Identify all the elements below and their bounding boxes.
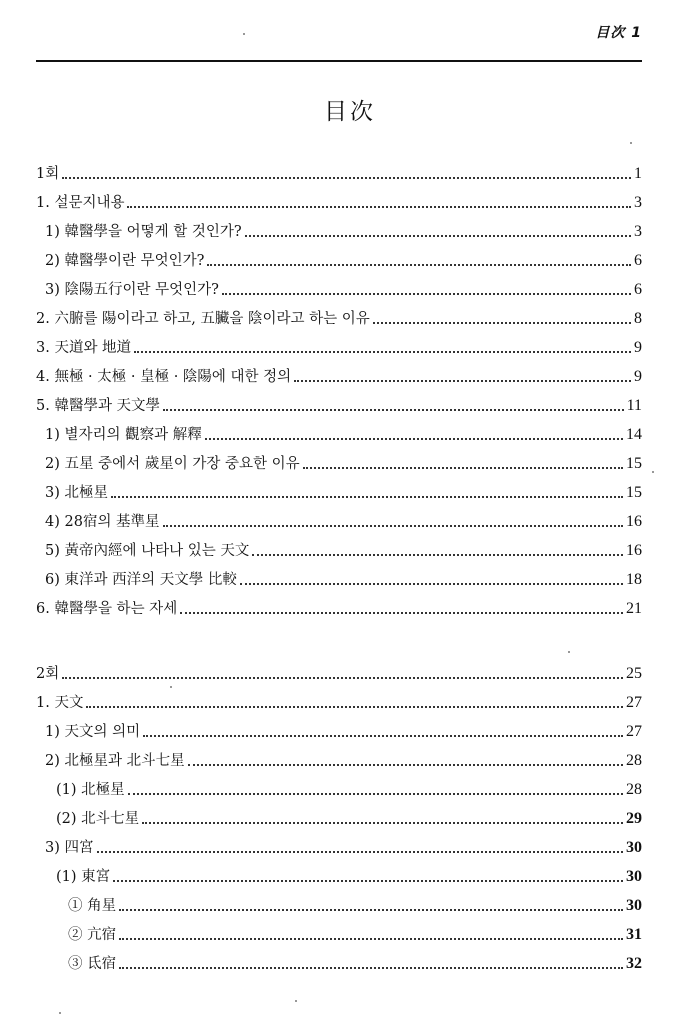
toc-entry [36,159,642,188]
toc-entry-page: 15 [626,484,642,501]
toc-entry [36,333,642,362]
toc-entry-label: 1) 韓醫學을 어떻게 할 것인가? [45,224,242,240]
toc-entry-label: ③ 氐宿 [68,956,117,972]
dot-leader [113,880,623,882]
dot-leader [205,438,623,440]
scan-speck [652,471,654,473]
toc-entry [36,949,642,978]
scan-speck [630,142,632,144]
header-rule [36,60,642,62]
toc-entry [36,420,642,449]
toc-entry-label: (1) 東宮 [56,869,111,885]
toc-entry [36,246,642,275]
dot-leader [294,380,631,382]
dot-leader [240,583,623,585]
dot-leader [303,467,623,469]
toc-entry-label: 2. 六腑를 陽이라고 하고, 五臟을 陰이라고 하는 이유 [36,311,370,327]
toc-entry-page: 16 [626,542,642,559]
dot-leader [62,677,623,679]
scan-speck [295,1000,297,1002]
running-head: 目次 1 [595,25,642,41]
toc-entry-page: 14 [626,426,642,443]
toc-entry-page: 32 [626,955,642,972]
toc-entry-page: 28 [626,752,642,769]
dot-leader [119,967,623,969]
toc-entry-label: 3) 北極星 [45,485,108,501]
toc-entry [36,391,642,420]
toc-entry-page: 6 [634,281,642,298]
toc-entry-label: 5. 韓醫學과 天文學 [36,398,161,414]
toc-entry-label: 5) 黃帝內經에 나타나 있는 天文 [45,543,250,559]
toc-entry [36,217,642,246]
dot-leader [180,612,623,614]
toc-entry-label: 1) 天文의 의미 [45,724,141,740]
dot-leader [252,554,623,556]
dot-leader [128,793,623,795]
scan-speck [568,651,570,653]
toc-entry-page: 1 [634,165,642,182]
toc-entry [36,478,642,507]
toc-entry-label: 2회 [36,666,60,682]
toc-entry-page: 8 [634,310,642,327]
toc-entry [36,594,642,623]
toc-entry-page: 29 [626,810,642,827]
dot-leader [86,706,623,708]
toc-entry [36,920,642,949]
toc-entry [36,304,642,333]
toc-entry-page: 30 [626,868,642,885]
toc-entry-page: 30 [626,839,642,856]
toc-entry [36,833,642,862]
toc-entry [36,507,642,536]
toc-entry [36,804,642,833]
toc-entry-label: 1) 별자리의 觀察과 解釋 [45,427,202,443]
toc-entry-page: 9 [634,339,642,356]
toc-entry-page: 27 [626,694,642,711]
toc-entry-label: 3) 陰陽五行이란 무엇인가? [45,282,219,298]
table-of-contents [36,159,642,978]
dot-leader [245,235,631,237]
toc-entry [36,565,642,594]
dot-leader [134,351,631,353]
toc-entry [36,891,642,920]
toc-entry-label: 6. 韓醫學을 하는 자세 [36,601,178,617]
dot-leader [188,764,623,766]
toc-entry-page: 25 [626,665,642,682]
dot-leader [143,735,623,737]
dot-leader [127,206,631,208]
toc-entry-page: 15 [626,455,642,472]
dot-leader [111,496,623,498]
toc-entry-page: 3 [634,194,642,211]
toc-entry [36,536,642,565]
toc-entry-label: 3) 四宮 [45,840,94,856]
dot-leader [373,322,631,324]
dot-leader [207,264,631,266]
dot-leader [222,293,631,295]
dot-leader [163,409,624,411]
toc-entry-label: (2) 北斗七星 [56,811,140,827]
toc-entry [36,659,642,688]
scan-speck [170,686,172,688]
toc-entry-label: ② 亢宿 [68,927,117,943]
toc-entry-label: ① 角星 [68,898,117,914]
toc-entry [36,862,642,891]
toc-entry-page: 21 [626,600,642,617]
toc-entry-label: 2) 五星 중에서 歲星이 가장 중요한 이유 [45,456,300,472]
toc-entry-label: 4) 28宿의 基準星 [45,514,160,530]
toc-entry-page: 9 [634,368,642,385]
dot-leader [163,525,623,527]
dot-leader [119,938,623,940]
toc-entry-page: 30 [626,897,642,914]
toc-entry-label: 3. 天道와 地道 [36,340,132,356]
toc-entry-label: 2) 北極星과 北斗七星 [45,753,185,769]
dot-leader [62,177,631,179]
dot-leader [119,909,623,911]
toc-entry-label: 1. 설문지내용 [36,195,125,211]
dot-leader [142,822,623,824]
toc-entry [36,775,642,804]
toc-entry-label: 6) 東洋과 西洋의 天文學 比較 [45,572,237,588]
toc-entry-label: 2) 韓醫學이란 무엇인가? [45,253,205,269]
toc-entry [36,688,642,717]
toc-entry-page: 16 [626,513,642,530]
page-title: 目次 [324,99,376,125]
toc-entry-page: 18 [626,571,642,588]
toc-entry-page: 27 [626,723,642,740]
toc-entry [36,449,642,478]
toc-entry-label: 4. 無極 · 太極 · 皇極 · 陰陽에 대한 정의 [36,369,292,385]
toc-entry-page: 31 [626,926,642,943]
toc-entry-page: 3 [634,223,642,240]
toc-entry [36,746,642,775]
toc-entry-label: 1. 天文 [36,695,84,711]
toc-entry-label: 1회 [36,166,60,182]
toc-entry-page: 6 [634,252,642,269]
dot-leader [97,851,624,853]
toc-entry-page: 28 [626,781,642,798]
toc-entry-page: 11 [626,397,642,414]
toc-entry-label: (1) 北極星 [56,782,125,798]
toc-entry [36,275,642,304]
toc-entry [36,362,642,391]
toc-entry [36,717,642,746]
scan-speck [59,1012,61,1014]
scan-speck [243,33,245,35]
toc-entry [36,188,642,217]
